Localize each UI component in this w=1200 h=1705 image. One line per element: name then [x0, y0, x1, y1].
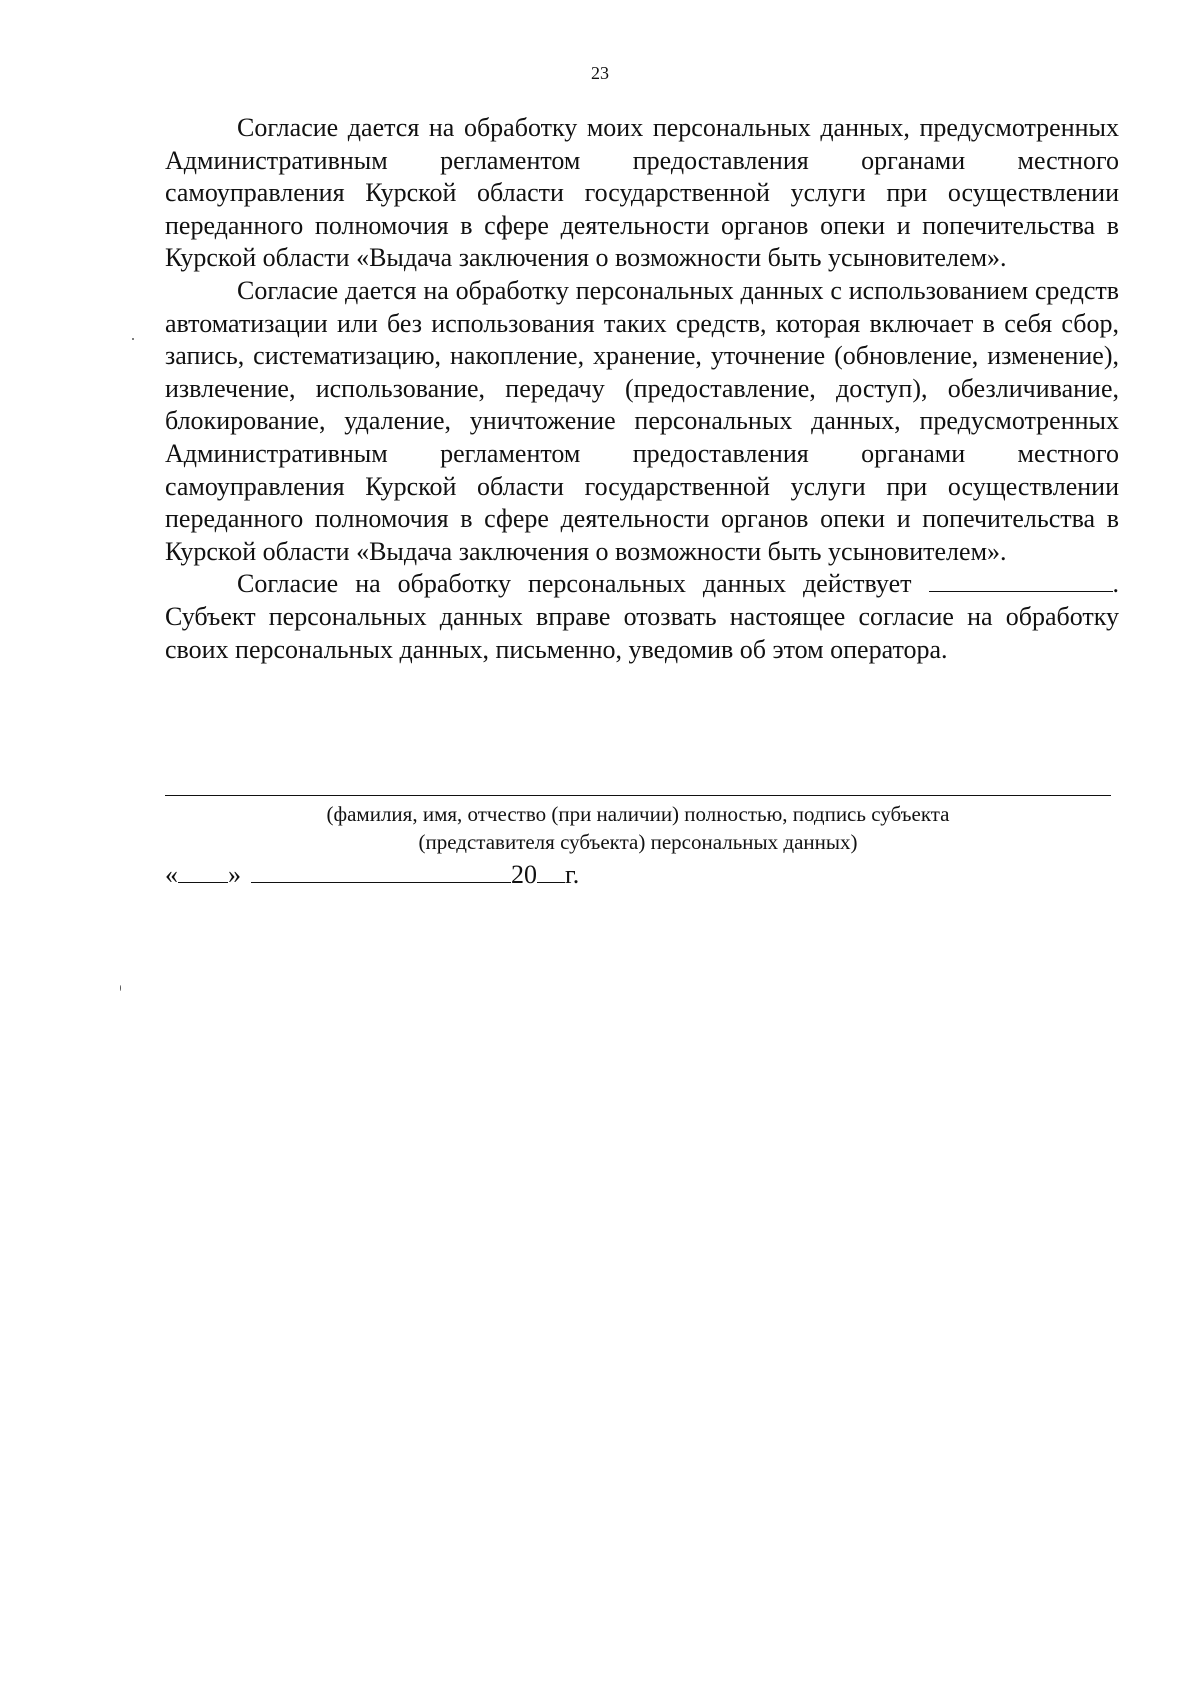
paragraph-lead-text: Согласие на обработку персональных данных действует	[237, 569, 912, 599]
signature-line[interactable]	[165, 795, 1111, 796]
scan-speck	[132, 338, 134, 340]
paragraph-text: Согласие дается на обработку моих персональных данных, предусмотренных Административным регламентом предоставления органами местного самоуправления Курской области государственной услуги при осуществлении переданного полномочия в сфере деятельности органов опеки и попечительства в Курской области «Выдача заключения о возможности быть усыновителем».	[165, 113, 1119, 273]
paragraph-text: Согласие дается на обработку персональных данных с использованием средств автоматизации или без использования таких средств, которая включает в себя сбор, запись, систематизацию, накопление, хранение, уточнение (обновление, изменение), извлечение, использование, передачу (предоставление, доступ), обезличивание, блокирование, удаление, уничтожение персональных данных, предусмотренных Административным регламентом предоставления органами местного самоуправления Курской области государственной услуги при осуществлении переданного полномочия в сфере деятельности органов опеки и попечительства в Курской области «Выдача заключения о возможности быть усыновителем».	[165, 275, 1119, 566]
paragraph-consent-scope	[165, 112, 1119, 275]
year-blank[interactable]	[537, 858, 565, 883]
signature-caption-line: (фамилия, имя, отчество (при наличии) полностью, подпись субъекта	[326, 802, 950, 826]
close-quote: »	[228, 860, 241, 889]
validity-period-blank[interactable]	[929, 569, 1113, 592]
paragraph-consent-validity	[165, 568, 1119, 666]
date-line	[165, 858, 579, 891]
signature-caption-line: (представителя субъекта) персональных данных)	[418, 830, 858, 854]
open-quote: «	[165, 860, 178, 889]
page-number: 23	[591, 63, 609, 83]
document-body	[165, 112, 1119, 666]
scan-speck	[120, 985, 121, 991]
paragraph-rest-text: . Субъект персональных данных вправе отозвать настоящее согласие на обработку своих персональных данных, письменно, уведомив об этом оператора.	[165, 569, 1119, 664]
year-prefix: 20	[511, 860, 537, 889]
month-blank[interactable]	[251, 858, 511, 883]
signature-caption	[165, 800, 1111, 856]
paragraph-consent-processing	[165, 275, 1119, 568]
day-blank[interactable]	[178, 858, 228, 883]
year-suffix: г.	[565, 860, 580, 889]
